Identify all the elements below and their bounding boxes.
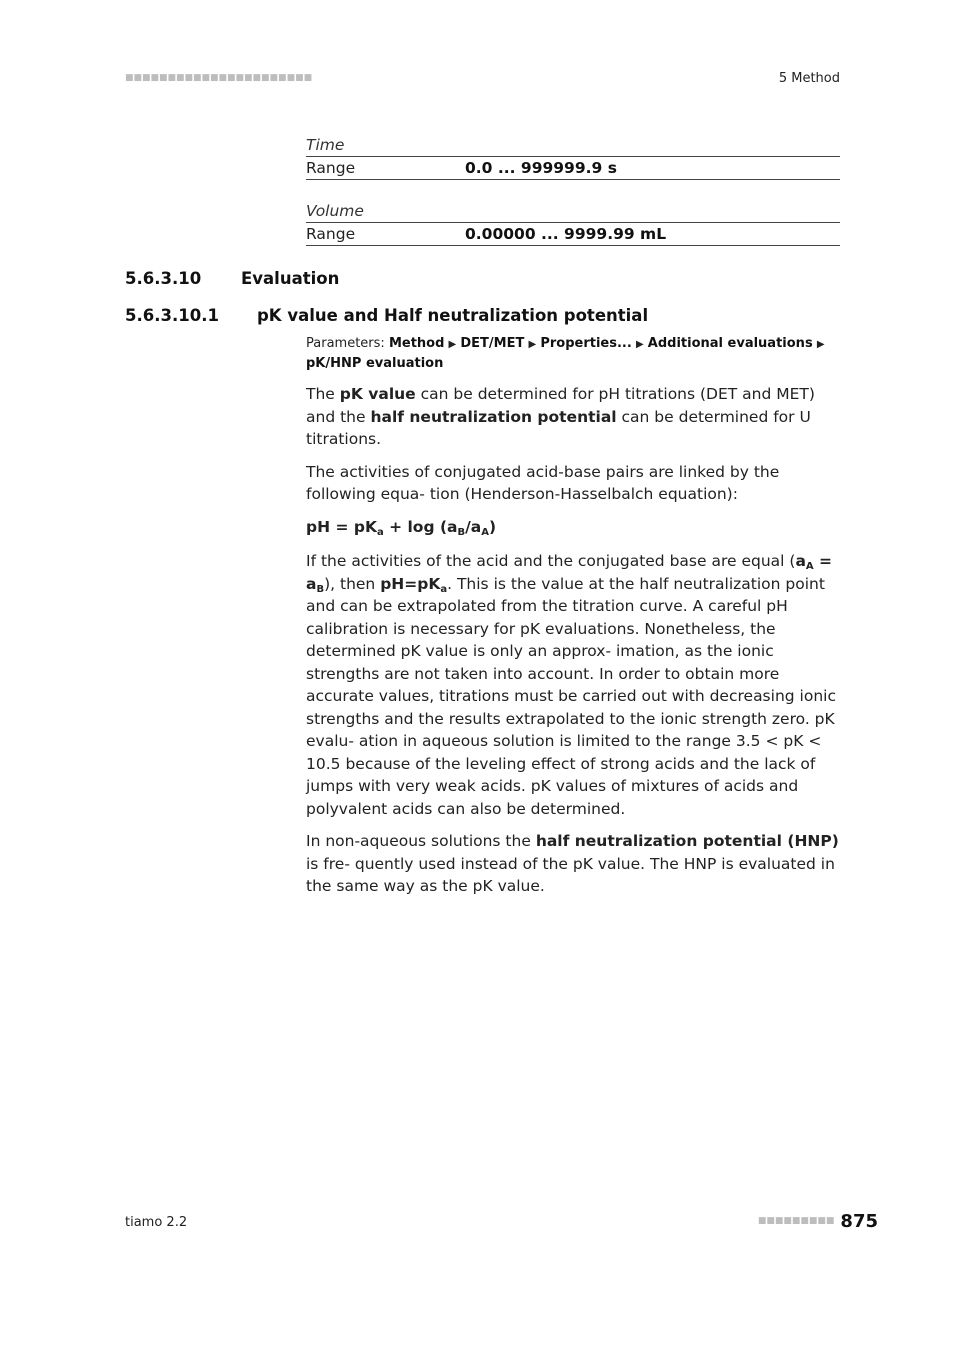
paragraph-explanation: If the activities of the acid and the conjugated base are equal $(a_A = a_B)$, then $pH=pK_a$. This is the value at the half neutralization point and can be extrapolated from the titration curve. A careful pH calibration is necessary for pK evaluations. Nonetheless, the determined pK value is only an approx- imation, as the ionic strengths are not taken into account. In order to obtain more accurate values, titrations must be carried out with decreasing ionic strengths and the results extrapolated to the ionic strength zero. pK evalu- ation in aqueous solution is limited to the range 3.5 < pK < 10.5 because of the leveling effect of strong acids and the lack of jumps with very weak acids. pK values of mixtures of acids and polyvalent acids can also be determined. xyxy=(306,552,836,818)
path-properties: Properties... xyxy=(540,336,632,351)
paragraph-intro: The pK value can be determined for pH titrations (DET and MET) and the half neutralization potential can be determined for U titrations. xyxy=(306,385,815,448)
param-group-volume xyxy=(306,198,840,246)
parameters-path xyxy=(306,334,841,373)
footer-page xyxy=(758,1211,878,1232)
henderson-hasselbalch-formula: pH = $pK_a + \log (a_B/a_A)$ xyxy=(306,517,497,538)
param-group-title: Volume xyxy=(306,198,840,223)
path-separator-icon: ▶ xyxy=(816,339,825,350)
subsection-heading xyxy=(125,306,648,325)
path-method: Method xyxy=(388,336,445,351)
path-additional-evaluations: Additional evaluations xyxy=(647,336,813,351)
header-decoration: ■■■■■■■■■■■■■■■■■■■■■■ xyxy=(125,73,313,83)
section-title: Evaluation xyxy=(241,269,340,288)
params-prefix: Parameters: xyxy=(306,336,385,351)
paragraph-hnp: In non-aqueous solutions the half neutralization potential (HNP) is fre- quently used instead of the pK value. The HNP is evaluated in the same way as the pK value. xyxy=(306,832,839,895)
param-row xyxy=(306,157,840,180)
section-number: 5.6.3.10 xyxy=(125,269,202,288)
section-heading xyxy=(125,269,339,288)
param-value: 0.00000 ... 9999.99 mL xyxy=(465,225,667,243)
param-row xyxy=(306,223,840,246)
path-separator-icon: ▶ xyxy=(528,339,537,350)
chapter-label: 5 Method xyxy=(778,71,840,86)
param-label: Range xyxy=(306,225,356,243)
path-det-met: DET/MET xyxy=(460,336,525,351)
page-number: 875 xyxy=(840,1211,878,1232)
subsection-title: pK value and Half neutralization potential xyxy=(257,306,649,325)
paragraph-activities: The activities of conjugated acid-base pairs are linked by the following equa- tion (Henderson-Hasselbalch equation): xyxy=(306,462,780,503)
path-separator-icon: ▶ xyxy=(635,339,644,350)
body-content xyxy=(306,334,841,908)
footer-product: tiamo 2.2 xyxy=(125,1215,188,1230)
footer-decoration: ■■■■■■■■■ xyxy=(757,1216,835,1226)
subsection-number: 5.6.3.10.1 xyxy=(125,306,219,325)
param-label: Range xyxy=(306,159,356,177)
param-group-time xyxy=(306,132,840,180)
path-pk-hnp: pK/HNP evaluation xyxy=(306,356,444,371)
param-value: 0.0 ... 999999.9 s xyxy=(465,159,617,177)
param-group-title: Time xyxy=(306,132,840,157)
path-separator-icon: ▶ xyxy=(448,339,457,350)
